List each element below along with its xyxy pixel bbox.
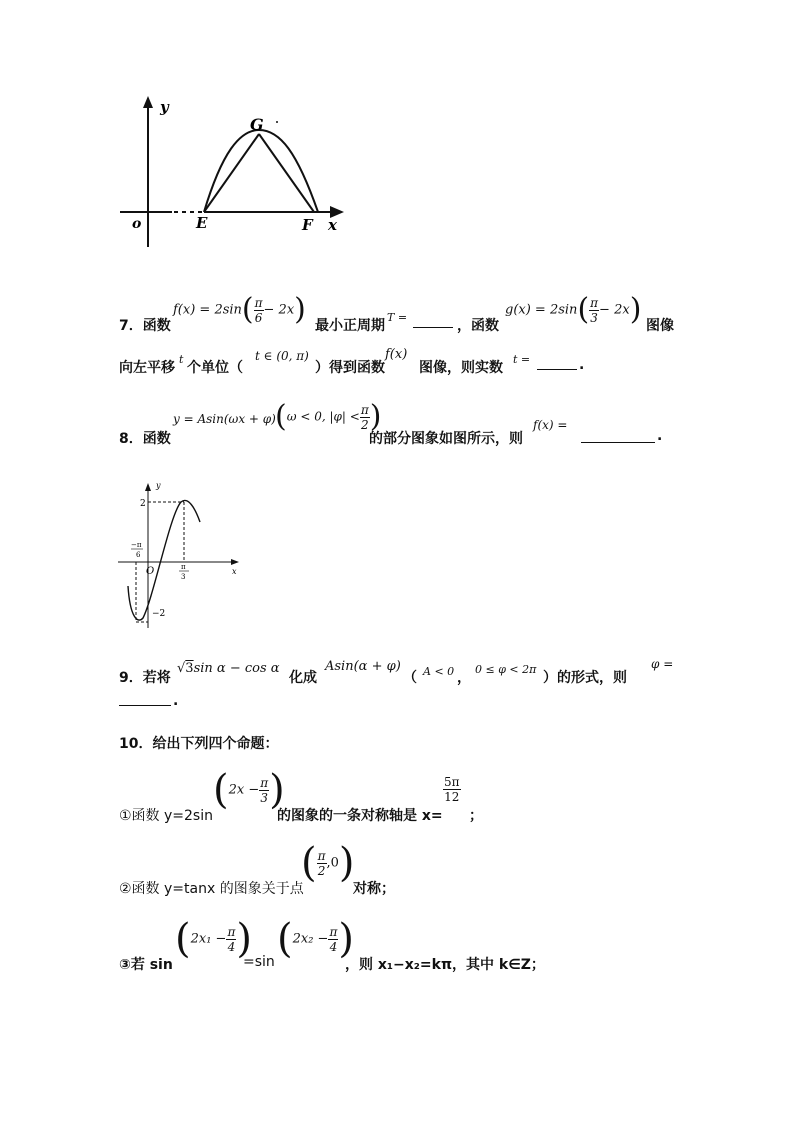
- q7-blank-t: [537, 357, 577, 370]
- q9-number: 9．若将: [119, 670, 171, 686]
- q9-comma: ，: [457, 670, 471, 686]
- q10-p2-text: ②函数 y=tanx 的图象关于点: [119, 881, 304, 897]
- q8-condition: (ω < 0, |φ| < $\frac{\pi}{2}$ ): [275, 399, 382, 434]
- q10-p1-text: ①函数 y=2sin: [119, 808, 213, 824]
- fig2-min-label: −2: [152, 609, 166, 619]
- q9-form-text: ）的形式，则: [543, 670, 627, 686]
- q7-t-var: t: [179, 353, 184, 366]
- q10-title: 10．给出下列四个命题：: [119, 736, 279, 752]
- q10-p1-end: ；: [469, 808, 483, 824]
- q7-f-definition: f(x) = 2sin( $\frac{\pi}{6}$ − 2x): [173, 292, 306, 327]
- q8-blank: [581, 430, 655, 443]
- q9-blank: [119, 693, 171, 706]
- triangle-sine-figure: [112, 92, 352, 252]
- q9-cond-phi: 0 ≤ φ < 2π: [475, 663, 537, 676]
- question-8: [119, 400, 679, 450]
- q10-proposition-3: [119, 916, 679, 975]
- q7-get-function-text: ）得到函数: [315, 360, 385, 376]
- q9-cond-a: A < 0: [423, 665, 455, 678]
- fig2-x-label: x: [232, 567, 237, 576]
- q7-t-range: t ∈ (0, π): [255, 349, 309, 363]
- q10-p1-rhs: $\frac{5\pi}{12}$: [444, 775, 460, 804]
- axis-x-label: x: [328, 216, 337, 234]
- q7-then-function: ，函数: [457, 318, 499, 334]
- q7-units-text: 个单位（: [187, 360, 243, 376]
- q7-image-word: 图像: [646, 318, 674, 334]
- q10-p3-arg2: (2x₂ − $\frac{\pi}{4}$ ): [277, 916, 354, 962]
- q10-p2-end: 对称；: [353, 881, 395, 897]
- fig2-neg-pi-den: 6: [136, 551, 141, 559]
- question-7-line2: [119, 345, 639, 377]
- q10-p3-text: ③若 sin: [119, 957, 173, 973]
- q7-fx: f(x): [385, 347, 408, 362]
- point-e-label: E: [196, 214, 208, 232]
- fig2-origin-label: O: [146, 566, 155, 577]
- q9-convert-text: 化成: [289, 670, 317, 686]
- q9-phi-eq: φ =: [651, 657, 674, 671]
- q7-period-text: 最小正周期: [315, 318, 385, 334]
- q7-blank-period: [413, 315, 453, 328]
- q7-t-eq: t =: [513, 353, 531, 366]
- q10-proposition-1: [119, 767, 679, 825]
- q8-function: y = Asin(ωx + φ): [173, 412, 276, 426]
- q10-p1-arg: (2x − $\frac{\pi}{3}$ ): [213, 767, 285, 813]
- fig2-y-label: y: [156, 481, 161, 490]
- point-f-label: F: [302, 216, 313, 234]
- q7-number: 7．函数: [119, 318, 171, 334]
- q10-proposition-2: [119, 840, 679, 898]
- q7-then-real-text: 图像，则实数: [419, 360, 503, 376]
- fig2-max-label: 2: [140, 499, 146, 509]
- question-9: [119, 655, 679, 715]
- q10-p3-arg1: (2x₁ − $\frac{\pi}{4}$ ): [175, 916, 252, 962]
- q10-p3-end: ，则 x₁−x₂=kπ，其中 k∈Z；: [345, 957, 545, 973]
- axis-y-label: y: [160, 98, 169, 116]
- q9-end: .: [173, 693, 179, 709]
- q9-form: Asin(α + φ): [325, 659, 401, 674]
- q9-expression: √3sin α − cos α: [177, 661, 280, 676]
- q10-p1-axis-text: 的图象的一条对称轴是 x=: [277, 808, 443, 824]
- point-g-label: G: [250, 115, 264, 134]
- q8-number: 8．函数: [119, 431, 171, 447]
- fig2-neg-pi-num: −π: [131, 541, 142, 549]
- q7-end-period: .: [579, 357, 585, 373]
- fig2-pi-den: 3: [181, 573, 186, 581]
- q8-end: .: [657, 428, 663, 444]
- q10-p3-eq: =sin: [243, 954, 275, 970]
- q8-text: 的部分图象如图所示，则: [369, 431, 523, 447]
- fig2-pi-num: π: [181, 563, 186, 571]
- origin-label: o: [132, 216, 142, 232]
- sine-graph-figure: [118, 478, 248, 638]
- q7-shift-left-text: 向左平移: [119, 360, 175, 376]
- q8-fx: f(x) =: [533, 418, 568, 432]
- q9-open-paren: （: [403, 670, 417, 686]
- q7-t-symbol: T =: [387, 311, 408, 324]
- q10-p2-point: ( $\frac{\pi}{2}$ ,0): [301, 840, 355, 886]
- q7-g-definition: g(x) = 2sin( $\frac{\pi}{3}$ − 2x): [505, 292, 642, 327]
